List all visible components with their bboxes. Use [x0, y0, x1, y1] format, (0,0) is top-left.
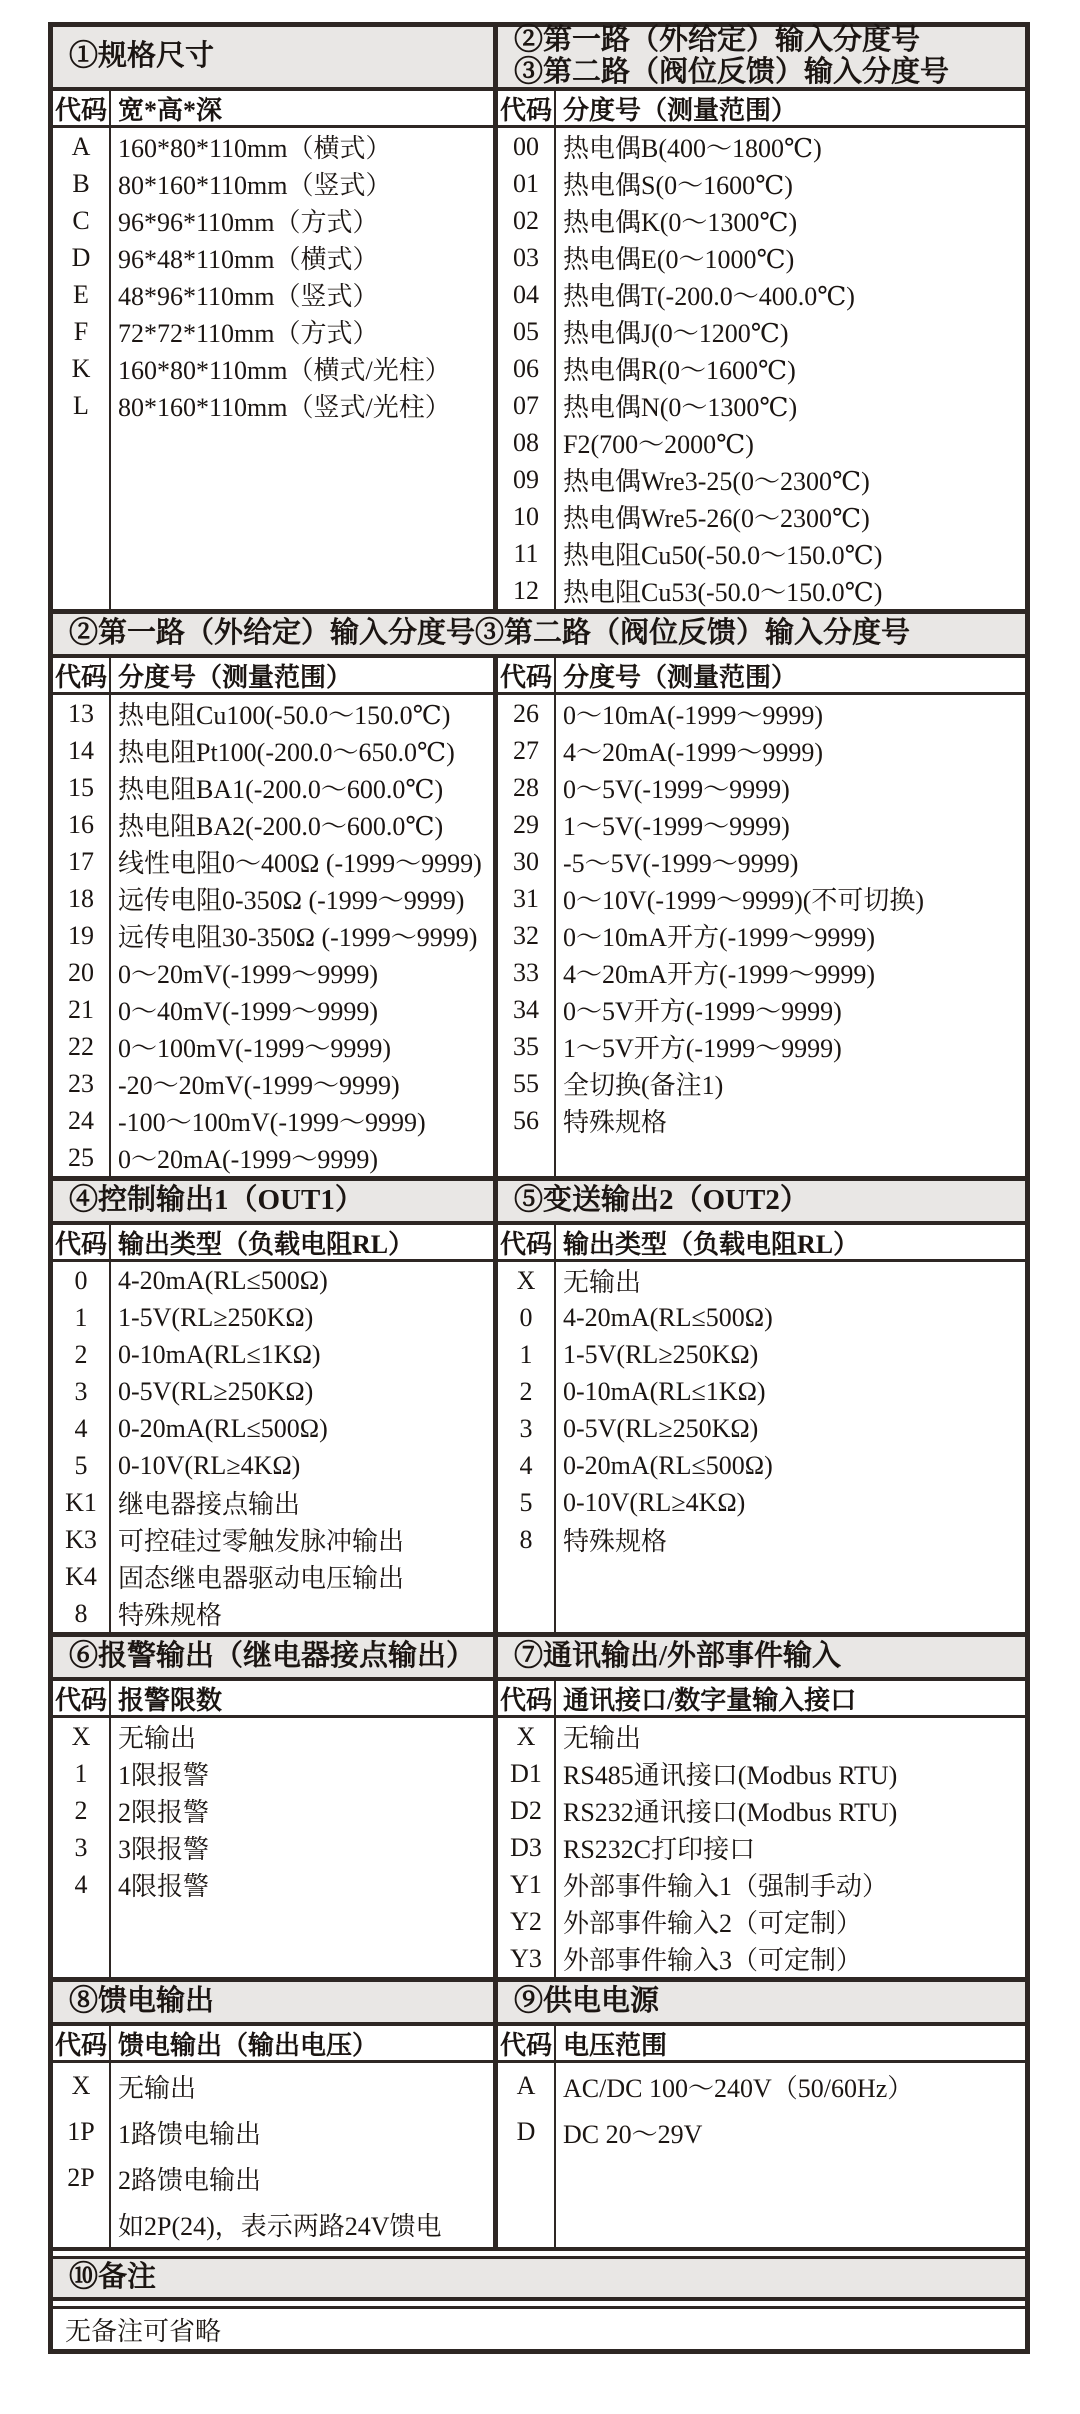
row-code: 55 — [513, 1068, 539, 1098]
row-code: 3 — [74, 1832, 88, 1862]
column-header-desc: 分度号（测量范围） — [563, 95, 798, 125]
row-desc: 线性电阻0～400Ω (-1999～9999) — [118, 849, 482, 878]
row-code: E — [73, 279, 89, 309]
section-title: ③第二路（阀位反馈）输入分度号 — [514, 56, 950, 88]
row-code: C — [72, 205, 90, 235]
data-area — [53, 2063, 493, 2247]
row-code: 26 — [513, 698, 539, 728]
row-code: 08 — [513, 427, 539, 457]
data-area — [498, 2063, 1025, 2247]
row-desc: 72*72*110mm（方式） — [118, 319, 379, 348]
row-desc: RS485通讯接口(Modbus RTU) — [563, 1761, 898, 1790]
code-column — [498, 1718, 556, 1977]
row-code: Y3 — [510, 1943, 542, 1973]
row-code: 27 — [513, 735, 539, 765]
row-code: 16 — [68, 809, 94, 839]
section-title: ①规格尺寸 — [69, 40, 215, 73]
column-header-row — [498, 91, 1025, 128]
row-desc: 0～10mA(-1999～9999) — [563, 701, 823, 730]
row-desc: 热电偶R(0～1600℃) — [563, 356, 796, 385]
column-header-row — [498, 1225, 1025, 1262]
row-code: K3 — [65, 1524, 97, 1554]
column-header-desc: 输出类型（负载电阻RL） — [563, 1229, 860, 1259]
band-s89 — [53, 1982, 1025, 2247]
data-area — [498, 128, 1025, 609]
row-desc: 外部事件输入1（强制手动） — [563, 1872, 889, 1901]
row-code: X — [516, 1721, 536, 1751]
row-desc: 0-20mA(RL≤500Ω) — [563, 1450, 773, 1480]
row-code: 1P — [67, 2117, 95, 2146]
row-desc: 无输出 — [118, 2073, 197, 2103]
row-desc: 0～5V开方(-1999～9999) — [563, 997, 842, 1026]
row-code: 21 — [68, 994, 94, 1024]
code-column — [498, 128, 556, 609]
row-code: 14 — [68, 735, 94, 765]
row-desc: RS232通讯接口(Modbus RTU) — [563, 1798, 898, 1827]
row-desc: 0～10mA开方(-1999～9999) — [563, 923, 875, 952]
row-desc: 96*48*110mm（横式） — [118, 245, 379, 274]
row-code: 15 — [68, 772, 94, 802]
row-code: 07 — [513, 390, 539, 420]
row-desc: DC 20～29V — [563, 2119, 703, 2149]
row-desc: 0～5V(-1999～9999) — [563, 775, 790, 804]
band-columns — [53, 1637, 1025, 1977]
row-desc: 4～20mA(-1999～9999) — [563, 738, 823, 767]
row-desc: 热电偶Wre3-25(0～2300℃) — [563, 467, 870, 496]
row-code: 29 — [513, 809, 539, 839]
half-right — [498, 1637, 1025, 1977]
row-code: 33 — [513, 957, 539, 987]
row-code: 00 — [513, 131, 539, 161]
half-right — [498, 24, 1025, 609]
row-code: 34 — [513, 994, 539, 1024]
desc-column — [111, 128, 493, 609]
row-desc: 热电偶J(0～1200℃) — [563, 319, 789, 348]
column-header-code: 代码 — [498, 1681, 556, 1715]
row-code: D2 — [510, 1795, 542, 1825]
row-desc: AC/DC 100～240V（50/60Hz） — [563, 2073, 914, 2103]
row-desc: 外部事件输入2（可定制） — [563, 1909, 863, 1938]
section-header-s10: ⑩备注 — [53, 2259, 1025, 2301]
row-desc: 0-5V(RL≥250KΩ) — [118, 1376, 314, 1406]
code-column — [53, 1262, 111, 1632]
band-s10 — [53, 2247, 1025, 2349]
row-code: 2 — [519, 1376, 533, 1406]
row-code: L — [73, 390, 89, 420]
row-desc: 特殊规格 — [563, 1527, 668, 1556]
section-header — [498, 24, 1025, 91]
band-s1 — [53, 24, 1025, 609]
section-header — [53, 1637, 493, 1681]
column-header-row — [498, 2026, 1025, 2063]
row-code: 11 — [513, 538, 539, 568]
row-desc: 热电偶B(400～1800℃) — [563, 134, 822, 163]
column-header-code: 代码 — [498, 91, 556, 125]
column-header-desc: 宽*高*深 — [118, 95, 223, 125]
code-column — [498, 695, 556, 1176]
section-header — [53, 27, 493, 91]
row-code: 2 — [74, 1795, 88, 1825]
row-desc: 1-5V(RL≥250KΩ) — [563, 1339, 759, 1369]
section-header — [498, 1637, 1025, 1681]
row-desc: 4-20mA(RL≤500Ω) — [118, 1265, 328, 1295]
row-code: 13 — [68, 698, 94, 728]
row-desc: 热电偶N(0～1300℃) — [563, 393, 798, 422]
row-desc: 160*80*110mm（横式/光柱） — [118, 356, 451, 385]
column-header-row — [53, 1225, 493, 1262]
row-code: F — [73, 316, 89, 346]
row-desc: 热电偶K(0～1300℃) — [563, 208, 798, 237]
column-header-desc: 报警限数 — [118, 1685, 223, 1715]
section-title: ⑨供电电源 — [514, 1985, 660, 2018]
row-code: 5 — [74, 1450, 88, 1480]
row-desc: 无输出 — [563, 1724, 642, 1753]
row-code: 19 — [68, 920, 94, 950]
row-desc: -5～5V(-1999～9999) — [563, 849, 799, 878]
row-desc: -20～20mV(-1999～9999) — [118, 1071, 400, 1100]
row-desc: 如2P(24)，表示两路24V馈电 — [118, 2211, 442, 2241]
row-desc: 热电阻Pt100(-200.0～650.0℃) — [118, 738, 455, 767]
row-desc: 1限报警 — [118, 1761, 210, 1790]
desc-column — [556, 1718, 1025, 1977]
row-desc: 0～100mV(-1999～9999) — [118, 1034, 391, 1063]
column-header-desc: 输出类型（负载电阻RL） — [118, 1229, 415, 1259]
band-s45 — [53, 1181, 1025, 1632]
column-header-desc: 馈电输出（输出电压） — [118, 2030, 379, 2060]
row-code: 01 — [513, 168, 539, 198]
row-desc: 0-5V(RL≥250KΩ) — [563, 1413, 759, 1443]
desc-column — [556, 2063, 1025, 2247]
row-desc: 0～10V(-1999～9999)(不可切换) — [563, 886, 925, 915]
row-code: 31 — [513, 883, 539, 913]
column-header-code: 代码 — [498, 1225, 556, 1259]
row-desc: 特殊规格 — [118, 1601, 223, 1630]
row-desc: 2路馈电输出 — [118, 2165, 262, 2195]
row-code: K1 — [65, 1487, 97, 1517]
row-desc: 0～20mA(-1999～9999) — [118, 1145, 378, 1174]
half-right — [498, 1982, 1025, 2247]
row-desc: 96*96*110mm（方式） — [118, 208, 379, 237]
half-left — [53, 1982, 498, 2247]
row-code: 35 — [513, 1031, 539, 1061]
band-s67 — [53, 1637, 1025, 1977]
row-code: 24 — [68, 1105, 94, 1135]
row-desc: 继电器接点输出 — [118, 1490, 301, 1519]
row-code: 12 — [513, 575, 539, 605]
desc-column — [111, 695, 493, 1176]
column-header-row — [53, 91, 493, 128]
section-title: ②第一路（外给定）输入分度号 — [514, 24, 921, 57]
row-code: D — [516, 2117, 536, 2146]
code-column — [498, 1262, 556, 1632]
row-code: 28 — [513, 772, 539, 802]
row-code: 0 — [519, 1302, 533, 1332]
row-code: 1 — [74, 1302, 88, 1332]
section-header — [498, 1181, 1025, 1225]
row-code: 06 — [513, 353, 539, 383]
code-column — [498, 2063, 556, 2247]
row-desc: F2(700～2000℃) — [563, 430, 754, 459]
row-code: 30 — [513, 846, 539, 876]
data-area — [53, 128, 493, 609]
row-desc: 4-20mA(RL≤500Ω) — [563, 1302, 773, 1332]
data-area — [53, 1718, 493, 1977]
data-area — [498, 1262, 1025, 1632]
column-header-code: 代码 — [53, 658, 111, 692]
row-desc: 4限报警 — [118, 1872, 210, 1901]
row-code: 3 — [519, 1413, 533, 1443]
column-header-code: 代码 — [53, 1225, 111, 1259]
row-code: X — [516, 1265, 536, 1295]
row-code: K4 — [65, 1561, 97, 1591]
band-columns — [53, 1982, 1025, 2247]
row-code — [53, 2201, 109, 2247]
row-desc: 1～5V开方(-1999～9999) — [563, 1034, 842, 1063]
half-right — [498, 1181, 1025, 1632]
row-desc: RS232C打印接口 — [563, 1835, 756, 1864]
row-desc: 1～5V(-1999～9999) — [563, 812, 790, 841]
section-title: ⑥报警输出（继电器接点输出） — [69, 1640, 476, 1673]
row-desc: 1路馈电输出 — [118, 2119, 262, 2149]
row-code: Y1 — [510, 1869, 542, 1899]
row-desc: 热电阻BA1(-200.0～600.0℃) — [118, 775, 444, 804]
row-code: Y2 — [510, 1906, 542, 1936]
row-code: 20 — [68, 957, 94, 987]
row-code: 8 — [519, 1524, 533, 1554]
section-header-s23: ②第一路（外给定）输入分度号③第二路（阀位反馈）输入分度号 — [53, 614, 1025, 658]
row-desc: 特殊规格 — [563, 1108, 668, 1137]
row-desc: 外部事件输入3（可定制） — [563, 1946, 863, 1975]
row-desc: -100～100mV(-1999～9999) — [118, 1108, 426, 1137]
row-desc: 0-10mA(RL≤1KΩ) — [118, 1339, 321, 1369]
row-code: 1 — [519, 1339, 533, 1369]
row-code: 2P — [67, 2163, 95, 2192]
row-code: X — [71, 2071, 91, 2100]
row-desc: 热电阻BA2(-200.0～600.0℃) — [118, 812, 444, 841]
row-code: K — [71, 353, 91, 383]
row-code: 10 — [513, 501, 539, 531]
row-desc: 0-10V(RL≥4KΩ) — [118, 1450, 301, 1480]
column-header-row — [498, 658, 1025, 695]
row-desc: 0-10mA(RL≤1KΩ) — [563, 1376, 766, 1406]
row-code: 4 — [519, 1450, 533, 1480]
desc-column — [556, 128, 1025, 609]
desc-column — [111, 1718, 493, 1977]
row-code: X — [71, 1721, 91, 1751]
row-code: D3 — [510, 1832, 542, 1862]
desc-column — [111, 1262, 493, 1632]
row-desc: 可控硅过零触发脉冲输出 — [118, 1527, 405, 1556]
spec-table — [48, 22, 1030, 2354]
band-columns — [53, 658, 1025, 1176]
desc-column — [111, 2063, 493, 2247]
note-text: 无备注可省略 — [65, 2316, 222, 2346]
row-desc: 远传电阻0-350Ω (-1999～9999) — [118, 886, 465, 915]
row-desc: 无输出 — [118, 1724, 197, 1753]
row-desc: 全切换(备注1) — [563, 1071, 724, 1100]
column-header-row — [53, 1681, 493, 1718]
row-desc: 0-20mA(RL≤500Ω) — [118, 1413, 328, 1443]
desc-column — [556, 1262, 1025, 1632]
row-desc: 0～40mV(-1999～9999) — [118, 997, 378, 1026]
column-header-row — [498, 1681, 1025, 1718]
row-code: 05 — [513, 316, 539, 346]
row-code: 18 — [68, 883, 94, 913]
half-left — [53, 27, 498, 609]
row-code: 5 — [519, 1487, 533, 1517]
column-header-row — [53, 658, 493, 695]
column-header-desc: 电压范围 — [563, 2030, 668, 2060]
row-desc: 1-5V(RL≥250KΩ) — [118, 1302, 314, 1332]
row-code: 3 — [74, 1376, 88, 1406]
row-desc: 4～20mA开方(-1999～9999) — [563, 960, 875, 989]
code-column — [53, 2063, 111, 2247]
row-desc: 80*160*110mm（竖式/光柱） — [118, 393, 451, 422]
row-code: 09 — [513, 464, 539, 494]
section-header — [53, 1181, 493, 1225]
column-header-code: 代码 — [53, 91, 111, 125]
row-desc: 0～20mV(-1999～9999) — [118, 960, 378, 989]
desc-column — [556, 695, 1025, 1176]
row-code: 4 — [74, 1869, 88, 1899]
section-header — [53, 1982, 493, 2026]
code-column — [53, 128, 111, 609]
row-code: 25 — [68, 1142, 94, 1172]
row-code: 32 — [513, 920, 539, 950]
column-header-code: 代码 — [53, 2026, 111, 2060]
row-desc: 热电偶Wre5-26(0～2300℃) — [563, 504, 870, 533]
column-header-code: 代码 — [498, 2026, 556, 2060]
code-column — [53, 1718, 111, 1977]
data-area — [53, 695, 493, 1176]
row-desc: 固态继电器驱动电压输出 — [118, 1564, 405, 1593]
row-code: A — [516, 2071, 536, 2100]
column-header-desc: 分度号（测量范围） — [118, 662, 353, 692]
data-area — [498, 695, 1025, 1176]
row-code: 23 — [68, 1068, 94, 1098]
row-code: 1 — [74, 1758, 88, 1788]
row-desc: 48*96*110mm（竖式） — [118, 282, 379, 311]
section-title: ④控制输出1（OUT1） — [69, 1184, 364, 1217]
section-title: ⑧馈电输出 — [69, 1985, 215, 2018]
code-column — [53, 695, 111, 1176]
column-header-desc: 分度号（测量范围） — [563, 662, 798, 692]
data-area — [498, 1718, 1025, 1977]
row-desc: 2限报警 — [118, 1798, 210, 1827]
row-desc: 80*160*110mm（竖式） — [118, 171, 392, 200]
row-code: 4 — [74, 1413, 88, 1443]
half-left — [53, 1637, 498, 1977]
row-desc: 0-10V(RL≥4KΩ) — [563, 1487, 746, 1517]
row-desc: 远传电阻30-350Ω (-1999～9999) — [118, 923, 478, 952]
row-code: D1 — [510, 1758, 542, 1788]
column-header-row — [53, 2026, 493, 2063]
band-columns — [53, 1181, 1025, 1632]
row-desc: 热电偶E(0～1000℃) — [563, 245, 795, 274]
row-desc: 3限报警 — [118, 1835, 210, 1864]
row-code: 2 — [74, 1339, 88, 1369]
row-code: 17 — [68, 846, 94, 876]
row-code: B — [72, 168, 90, 198]
row-code: 04 — [513, 279, 539, 309]
row-code: A — [71, 131, 91, 161]
half-right — [498, 658, 1025, 1176]
row-code: 02 — [513, 205, 539, 235]
section-title: ⑦通讯输出/外部事件输入 — [514, 1640, 842, 1673]
row-desc: 热电阻Cu53(-50.0～150.0℃) — [563, 578, 883, 607]
section-header — [498, 1982, 1025, 2026]
row-code: 22 — [68, 1031, 94, 1061]
column-header-code: 代码 — [53, 1681, 111, 1715]
section-title: ⑤变送输出2（OUT2） — [514, 1184, 809, 1217]
row-code: 56 — [513, 1105, 539, 1135]
row-code: 0 — [74, 1265, 88, 1295]
half-left — [53, 658, 498, 1176]
row-code: 03 — [513, 242, 539, 272]
row-code: 8 — [74, 1598, 88, 1628]
row-desc: 热电偶S(0～1600℃) — [563, 171, 793, 200]
column-header-code: 代码 — [498, 658, 556, 692]
half-left — [53, 1181, 498, 1632]
band-columns — [53, 24, 1025, 609]
row-desc: 160*80*110mm（横式） — [118, 134, 392, 163]
row-desc: 无输出 — [563, 1268, 642, 1297]
data-area — [53, 1262, 493, 1632]
row-desc: 热电阻Cu100(-50.0～150.0℃) — [118, 701, 451, 730]
row-code: D — [71, 242, 91, 272]
row-desc: 热电偶T(-200.0～400.0℃) — [563, 282, 855, 311]
row-desc: 热电阻Cu50(-50.0～150.0℃) — [563, 541, 883, 570]
column-header-desc: 通讯接口/数字量输入接口 — [563, 1685, 857, 1715]
band-s23 — [53, 614, 1025, 1176]
